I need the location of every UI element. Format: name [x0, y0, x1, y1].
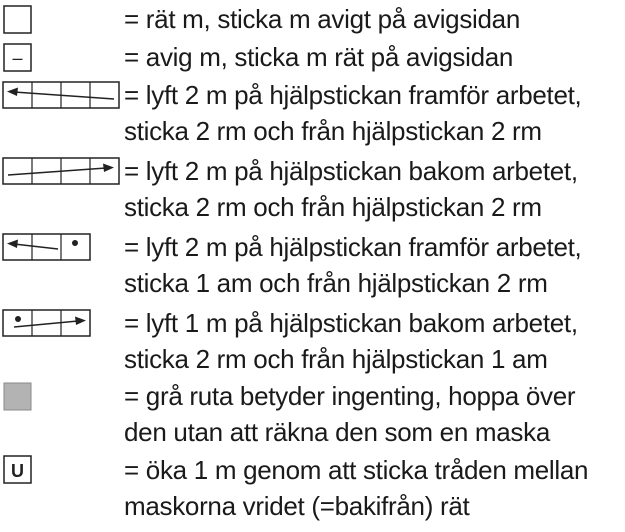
legend-line: = öka 1 m genom att sticka tråden mellan	[124, 455, 589, 485]
legend-text-cable-front-dot	[124, 229, 625, 301]
legend-line: den utan att räkna den som en maska	[124, 417, 550, 447]
legend-line: sticka 2 rm och från hjälpstickan 2 rm	[124, 192, 542, 222]
legend-row-purl	[0, 38, 625, 78]
cable-back-dot-right-icon	[2, 309, 98, 345]
legend-text-increase	[124, 452, 625, 524]
legend-line: = lyft 2 m på hjälpstickan framför arbetet,	[124, 80, 582, 110]
legend-line: = lyft 1 m på hjälpstickan bakom arbetet,	[124, 308, 578, 338]
increase-letter: U	[11, 461, 24, 481]
legend-line: = avig m, sticka m rät på avigsidan	[124, 42, 514, 72]
legend-text-cable-back-dot	[124, 305, 625, 377]
increase-u-box-icon	[3, 455, 43, 495]
legend-row-knit	[0, 0, 625, 40]
legend-text-purl	[124, 39, 625, 75]
legend-line: = rät m, sticka m avigt på avigsidan	[124, 4, 520, 34]
legend-row-grey	[0, 380, 625, 456]
legend-line: = lyft 2 m på hjälpstickan framför arbetet,	[124, 232, 582, 262]
legend-line: sticka 2 rm och från hjälpstickan 2 rm	[124, 116, 542, 146]
legend-text-grey	[124, 378, 625, 450]
legend-row-cable-front-dot	[0, 228, 625, 304]
cable-2-back-arrow-right-icon	[2, 157, 126, 193]
legend-line: sticka 1 am och från hjälpstickan 2 rm	[124, 268, 548, 298]
legend-line: sticka 2 rm och från hjälpstickan 1 am	[124, 344, 548, 374]
legend-row-cable-front-4	[0, 76, 625, 152]
cable-front-dot-left-icon	[2, 233, 98, 269]
legend-row-cable-back-dot	[0, 304, 625, 380]
grey-square-no-stitch-icon	[3, 382, 43, 422]
legend-text-cable-front-4	[124, 77, 625, 149]
cable-2-front-arrow-left-icon	[2, 81, 126, 117]
legend-line: = grå ruta betyder ingenting, hoppa över	[124, 381, 576, 411]
legend-line: maskorna vridet (=bakifrån) rät	[124, 491, 470, 521]
legend-text-cable-back-4	[124, 153, 625, 225]
legend-row-cable-back-4	[0, 152, 625, 228]
legend-text-knit	[124, 1, 625, 37]
purl-glyph: –	[12, 48, 23, 68]
legend-line: = lyft 2 m på hjälpstickan bakom arbetet,	[124, 156, 578, 186]
legend-row-increase	[0, 452, 625, 532]
